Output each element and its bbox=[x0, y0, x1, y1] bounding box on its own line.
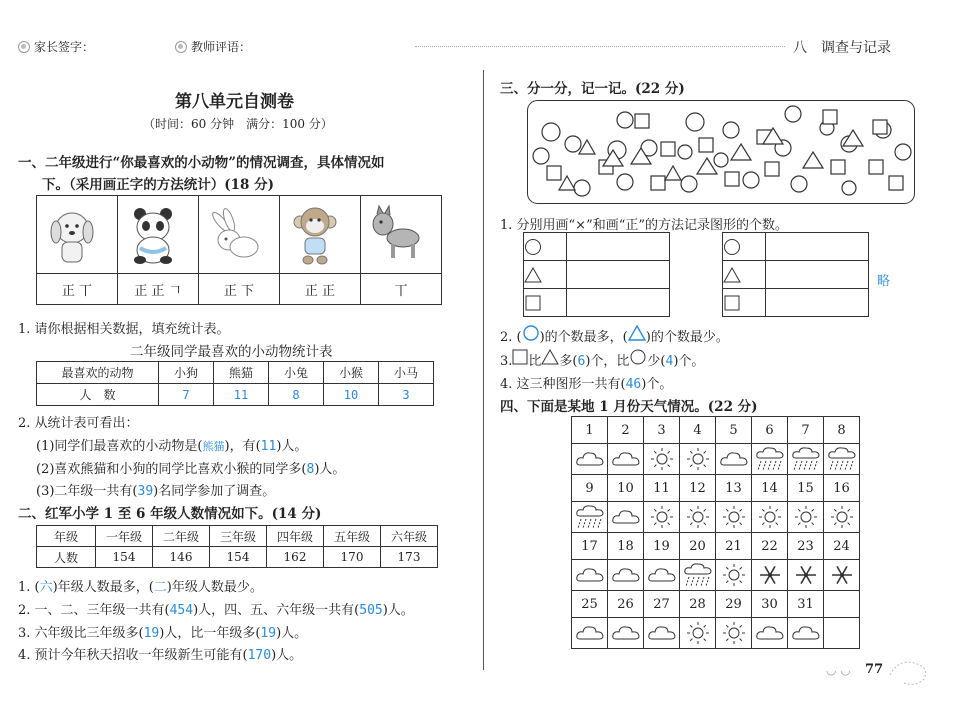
day-number: 26 bbox=[608, 591, 644, 618]
weather-day-row bbox=[572, 475, 860, 502]
bullet-icon bbox=[175, 41, 187, 53]
stats-header: 小兔 bbox=[269, 362, 324, 384]
cloudy-icon bbox=[611, 448, 641, 470]
square-shape bbox=[765, 162, 779, 176]
triangle-answer-icon bbox=[628, 325, 646, 341]
square-shape bbox=[635, 114, 649, 128]
sunny-icon bbox=[685, 446, 711, 472]
circle-shape bbox=[617, 174, 633, 190]
day-number: 29 bbox=[716, 591, 752, 618]
circle-answer-icon bbox=[522, 325, 540, 341]
rain-icon bbox=[755, 446, 785, 472]
weather-day-row bbox=[572, 533, 860, 560]
cloudy-icon bbox=[755, 622, 785, 644]
tally-horse: 丅 bbox=[361, 274, 442, 305]
bullet-icon bbox=[18, 41, 30, 53]
rabbit-image bbox=[199, 196, 280, 274]
day-number: 21 bbox=[716, 533, 752, 560]
square-shape bbox=[547, 166, 561, 180]
animal-tally-table bbox=[36, 195, 442, 305]
stats-count: 11 bbox=[214, 384, 269, 406]
square-icon bbox=[524, 294, 542, 312]
day-number bbox=[824, 591, 860, 618]
sunny-icon bbox=[716, 618, 752, 649]
day-number: 20 bbox=[680, 533, 716, 560]
weather-table bbox=[571, 416, 860, 649]
day-number: 31 bbox=[788, 591, 824, 618]
square-shape bbox=[889, 176, 903, 190]
horse-icon bbox=[361, 200, 431, 270]
page-subtitle: （时间：60 分钟 满分：100 分） bbox=[143, 117, 333, 131]
sunny-icon bbox=[752, 502, 788, 533]
day-number: 4 bbox=[680, 417, 716, 444]
q1-title-line2: 下。（采用画正字的方法统计）(18 分) bbox=[42, 177, 275, 193]
q3-sub1: 1. 分别用画“×”和画“正”的方法记录图形的个数。 bbox=[500, 218, 789, 233]
square-shape bbox=[661, 142, 675, 156]
sunny-icon bbox=[644, 502, 680, 533]
stats-table-title: 二年级同学最喜欢的小动物统计表 bbox=[130, 344, 333, 360]
sunny-icon bbox=[721, 620, 747, 646]
unit-label: 八 调查与记录 bbox=[793, 40, 891, 56]
horse-image bbox=[361, 196, 442, 274]
rain-icon bbox=[788, 444, 824, 475]
cloudy-icon bbox=[611, 564, 641, 586]
circle-shape bbox=[791, 176, 807, 192]
circle-shape bbox=[723, 122, 739, 138]
grade-header: 四年级 bbox=[267, 526, 324, 547]
circle-shape bbox=[895, 144, 911, 160]
square-shape bbox=[831, 160, 845, 174]
circle-shape bbox=[743, 172, 759, 188]
day-number: 2 bbox=[608, 417, 644, 444]
sunny-icon bbox=[721, 562, 747, 588]
triangle-shape bbox=[803, 152, 823, 168]
cloudy-icon bbox=[788, 618, 824, 649]
weather-icon-row bbox=[572, 618, 860, 649]
q2-line1: 1. ( 六 )年级人数最多，( 二 )年级人数最少。 bbox=[18, 580, 263, 595]
tally-rabbit: 正 下 bbox=[199, 274, 280, 305]
weather-day-row bbox=[572, 417, 860, 444]
page-decoration: ◡ ◡ bbox=[826, 663, 851, 677]
sunny-icon bbox=[716, 560, 752, 591]
animal-stats-table bbox=[36, 361, 434, 406]
q3-line3: 3. 比 多( 6 )个，比 少( 4 )个。 bbox=[500, 349, 704, 369]
q2-line4: 4. 预计今年秋天招收一年级新生可能有( 170 )人。 bbox=[18, 648, 303, 663]
q4-title: 四、下面是某地 1 月份天气情况。(22 分) bbox=[500, 399, 758, 415]
cloudy-icon bbox=[608, 502, 644, 533]
cloudy-icon bbox=[572, 444, 608, 475]
page-title: 第八单元自测卷 bbox=[175, 92, 294, 112]
day-number: 8 bbox=[824, 417, 860, 444]
grade-value: 170 bbox=[324, 547, 381, 568]
cloudy-icon bbox=[608, 618, 644, 649]
tally-cell[interactable] bbox=[567, 261, 670, 289]
snow-icon bbox=[794, 563, 818, 587]
day-number: 25 bbox=[572, 591, 608, 618]
cloudy-icon bbox=[611, 622, 641, 644]
grade-value: 146 bbox=[153, 547, 210, 568]
sunny-icon bbox=[829, 504, 855, 530]
tally-panda: 正 正 𠃍 bbox=[118, 274, 199, 305]
q3-line2: 2. ( )的个数最多，( )的个数最少。 bbox=[500, 325, 729, 345]
rain-icon bbox=[752, 444, 788, 475]
grade-header: 年级 bbox=[37, 526, 96, 547]
cloudy-icon bbox=[575, 564, 605, 586]
cloudy-icon bbox=[608, 560, 644, 591]
empty-cell bbox=[824, 618, 860, 649]
circle-icon bbox=[524, 238, 542, 256]
triangle-shape bbox=[579, 140, 595, 154]
rain-icon bbox=[824, 444, 860, 475]
sunny-icon bbox=[644, 444, 680, 475]
parent-sign-label: 家长签字： bbox=[18, 38, 94, 55]
grade-header: 五年级 bbox=[324, 526, 381, 547]
cloudy-icon bbox=[791, 622, 821, 644]
grade-value: 162 bbox=[267, 547, 324, 568]
square-shape bbox=[873, 120, 887, 134]
day-number: 6 bbox=[752, 417, 788, 444]
monkey-image bbox=[280, 196, 361, 274]
stats-count: 7 bbox=[159, 384, 214, 406]
triangle-shape bbox=[731, 144, 751, 160]
grade-header: 三年级 bbox=[210, 526, 267, 547]
day-number: 10 bbox=[608, 475, 644, 502]
circle-shape bbox=[533, 148, 549, 164]
rabbit-icon bbox=[199, 200, 269, 270]
cloudy-icon bbox=[572, 618, 608, 649]
square-cell bbox=[723, 289, 766, 317]
circle-shape bbox=[714, 153, 728, 167]
day-number: 15 bbox=[788, 475, 824, 502]
sunny-icon bbox=[788, 502, 824, 533]
cloudy-icon bbox=[752, 618, 788, 649]
panda-icon bbox=[118, 200, 188, 270]
cloudy-icon bbox=[608, 444, 644, 475]
grade-header: 六年级 bbox=[381, 526, 438, 547]
stats-count: 10 bbox=[324, 384, 379, 406]
q1-sub2b: (2)喜欢熊猫和小狗的同学比喜欢小猴的同学多( 8 )人。 bbox=[36, 462, 346, 477]
teacher-comment-label: 教师评语： bbox=[175, 38, 251, 55]
circle-shape bbox=[785, 106, 801, 122]
snow-icon bbox=[752, 560, 788, 591]
weather-icon-row bbox=[572, 444, 860, 475]
square-shape bbox=[869, 160, 883, 174]
day-number: 9 bbox=[572, 475, 608, 502]
day-number: 23 bbox=[788, 533, 824, 560]
cloudy-icon bbox=[716, 444, 752, 475]
square-icon bbox=[723, 294, 741, 312]
sunny-icon bbox=[685, 504, 711, 530]
day-number: 11 bbox=[644, 475, 680, 502]
stats-row-label: 人 数 bbox=[37, 384, 159, 406]
cloudy-icon bbox=[647, 622, 677, 644]
triangle-icon bbox=[723, 266, 741, 284]
rain-icon bbox=[575, 504, 605, 530]
square-icon bbox=[512, 349, 528, 365]
square-shape bbox=[651, 176, 665, 190]
page-swirl-decoration bbox=[884, 655, 940, 689]
cloudy-icon bbox=[575, 622, 605, 644]
circle-icon bbox=[723, 238, 741, 256]
rain-icon bbox=[572, 502, 608, 533]
circle-shape bbox=[842, 181, 856, 195]
square-shape bbox=[823, 110, 837, 124]
day-number: 7 bbox=[788, 417, 824, 444]
q1-sub2a: (1)同学们最喜欢的小动物是( 熊猫 )，有( 11 )人。 bbox=[36, 439, 308, 454]
grade-header: 二年级 bbox=[153, 526, 210, 547]
rain-icon bbox=[791, 446, 821, 472]
triangle-shape bbox=[665, 166, 681, 180]
square-shape bbox=[699, 138, 713, 152]
cloudy-icon bbox=[572, 560, 608, 591]
q3-line4: 4. 这三种图形一共有( 46 )个。 bbox=[500, 377, 673, 392]
stats-header: 小狗 bbox=[159, 362, 214, 384]
day-number: 18 bbox=[608, 533, 644, 560]
circle-shape bbox=[681, 176, 697, 192]
snow-icon bbox=[788, 560, 824, 591]
shape-tally-table-zheng bbox=[722, 232, 869, 317]
day-number: 22 bbox=[752, 533, 788, 560]
grade-table bbox=[36, 525, 438, 568]
circle-icon bbox=[629, 349, 647, 365]
q2-line3: 3. 六年级比三年级多( 19 )人，比一年级多( 19 )人。 bbox=[18, 626, 308, 641]
circle-cell bbox=[524, 233, 567, 261]
weather-day-row bbox=[572, 591, 860, 618]
stats-header: 熊猫 bbox=[214, 362, 269, 384]
rain-icon bbox=[680, 560, 716, 591]
tally-dog: 正 丅 bbox=[37, 274, 118, 305]
sunny-icon bbox=[680, 444, 716, 475]
sunny-icon bbox=[649, 446, 675, 472]
stats-count: 8 bbox=[269, 384, 324, 406]
grade-header: 一年级 bbox=[96, 526, 153, 547]
monkey-icon bbox=[280, 200, 350, 270]
weather-icon-row bbox=[572, 560, 860, 591]
cloudy-icon bbox=[719, 448, 749, 470]
sunny-icon bbox=[680, 502, 716, 533]
tally-monkey: 正 正 bbox=[280, 274, 361, 305]
day-number: 24 bbox=[824, 533, 860, 560]
sunny-icon bbox=[824, 502, 860, 533]
sunny-icon bbox=[793, 504, 819, 530]
dog-image bbox=[37, 196, 118, 274]
grade-value: 154 bbox=[96, 547, 153, 568]
day-number: 27 bbox=[644, 591, 680, 618]
day-number: 17 bbox=[572, 533, 608, 560]
rain-icon bbox=[827, 446, 857, 472]
q2-line2: 2. 一、二、三年级一共有( 454 )人，四、五、六年级一共有( 505 )人。 bbox=[18, 603, 414, 618]
triangle-icon bbox=[524, 266, 542, 284]
snow-icon bbox=[758, 563, 782, 587]
omit-note: 略 bbox=[877, 274, 891, 289]
circle-shape bbox=[686, 113, 704, 131]
page-number: 77 bbox=[865, 662, 884, 677]
shapes-figure bbox=[527, 100, 915, 204]
snow-icon bbox=[830, 563, 854, 587]
q2-title: 二、红军小学 1 至 6 年级人数情况如下。(14 分) bbox=[18, 506, 322, 522]
circle-shape bbox=[617, 112, 633, 128]
q1-title-line1: 一、二年级进行“你最喜欢的小动物”的情况调查，具体情况如 bbox=[18, 155, 385, 171]
triangle-cell bbox=[723, 261, 766, 289]
triangle-cell bbox=[524, 261, 567, 289]
q1-sub2c: (3)二年级一共有( 39 )名同学参加了调查。 bbox=[36, 484, 276, 499]
cloudy-icon bbox=[575, 448, 605, 470]
square-shape bbox=[725, 172, 739, 186]
stats-header: 最喜欢的动物 bbox=[37, 362, 159, 384]
day-number: 12 bbox=[680, 475, 716, 502]
grade-value: 173 bbox=[381, 547, 438, 568]
stats-count: 3 bbox=[379, 384, 434, 406]
circle-shape bbox=[678, 145, 692, 159]
circle-shape bbox=[574, 180, 590, 196]
day-number: 16 bbox=[824, 475, 860, 502]
day-number: 13 bbox=[716, 475, 752, 502]
column-divider bbox=[483, 70, 484, 670]
stats-header: 小猴 bbox=[324, 362, 379, 384]
day-number: 1 bbox=[572, 417, 608, 444]
tally-cell[interactable] bbox=[567, 233, 670, 261]
day-number: 3 bbox=[644, 417, 680, 444]
rain-icon bbox=[683, 562, 713, 588]
cloudy-icon bbox=[647, 564, 677, 586]
tally-cell[interactable] bbox=[766, 261, 869, 289]
grade-value: 154 bbox=[210, 547, 267, 568]
shape-tally-table-x bbox=[523, 232, 670, 317]
day-number: 5 bbox=[716, 417, 752, 444]
circle-cell bbox=[723, 233, 766, 261]
header-divider bbox=[415, 46, 785, 47]
sunny-icon bbox=[757, 504, 783, 530]
tally-cell[interactable] bbox=[766, 233, 869, 261]
sunny-icon bbox=[680, 618, 716, 649]
cloudy-icon bbox=[644, 618, 680, 649]
circle-shape bbox=[542, 123, 560, 141]
cloudy-icon bbox=[611, 506, 641, 528]
triangle-icon bbox=[541, 349, 559, 365]
snow-icon bbox=[824, 560, 860, 591]
sunny-icon bbox=[649, 504, 675, 530]
grade-row-label: 人数 bbox=[37, 547, 96, 568]
panda-image bbox=[118, 196, 199, 274]
tally-cell[interactable] bbox=[766, 289, 869, 317]
weather-icon-row bbox=[572, 502, 860, 533]
tally-cell[interactable] bbox=[567, 289, 670, 317]
cloudy-icon bbox=[644, 560, 680, 591]
day-number: 14 bbox=[752, 475, 788, 502]
circle-shape bbox=[565, 136, 581, 152]
q1-sub1: 1. 请你根据相关数据，填充统计表。 bbox=[18, 322, 230, 337]
sunny-icon bbox=[716, 502, 752, 533]
q1-sub2: 2. 从统计表可看出： bbox=[18, 416, 139, 431]
q3-title: 三、分一分，记一记。(22 分) bbox=[500, 81, 685, 97]
sunny-icon bbox=[721, 504, 747, 530]
dog-icon bbox=[37, 200, 107, 270]
day-number: 30 bbox=[752, 591, 788, 618]
sunny-icon bbox=[685, 620, 711, 646]
day-number: 28 bbox=[680, 591, 716, 618]
day-number: 19 bbox=[644, 533, 680, 560]
square-cell bbox=[524, 289, 567, 317]
stats-header: 小马 bbox=[379, 362, 434, 384]
